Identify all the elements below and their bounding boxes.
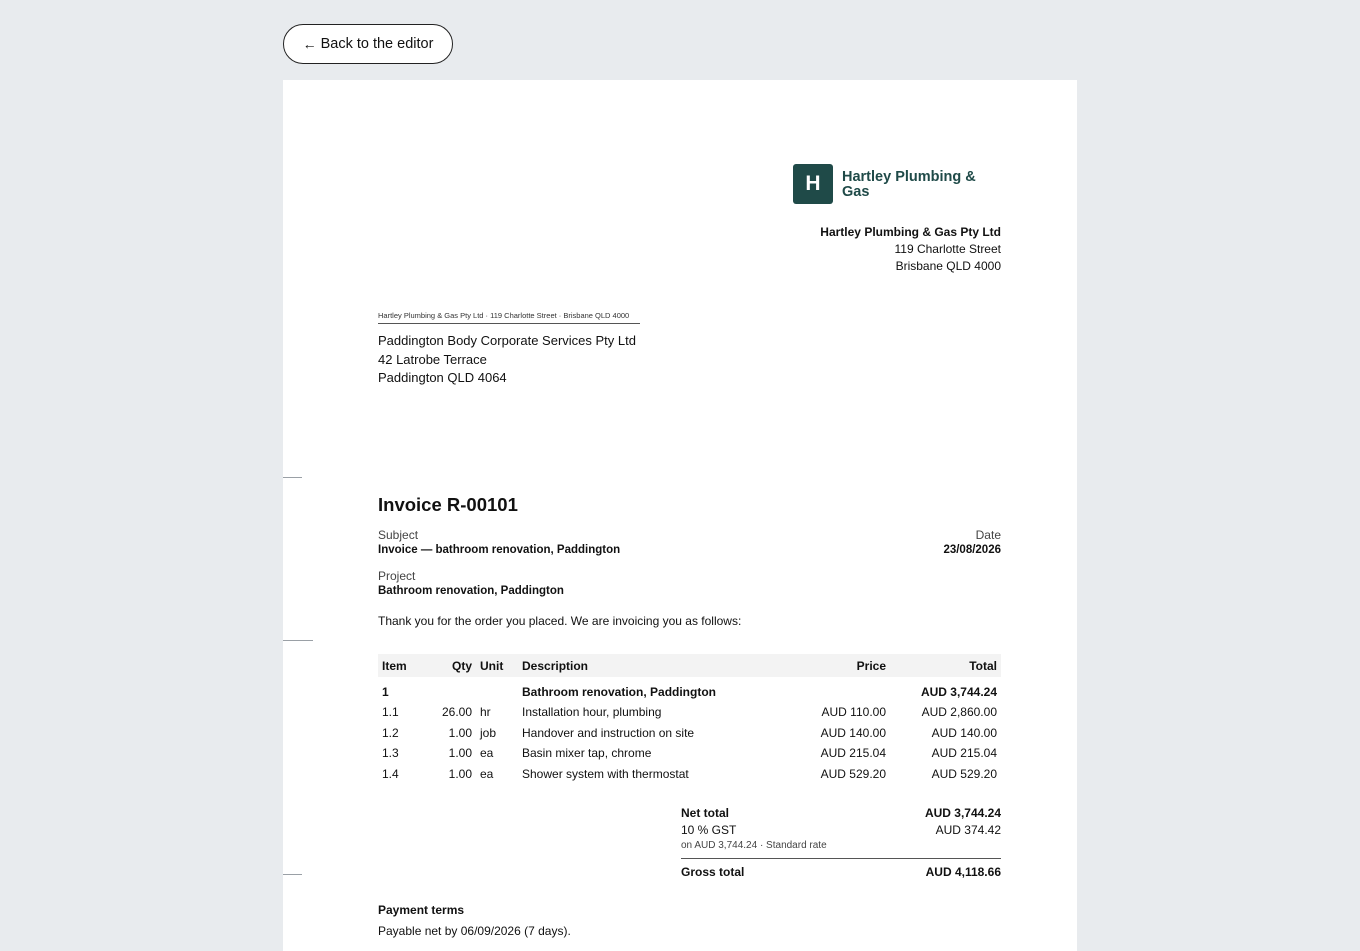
totals-block — [681, 805, 1001, 881]
table-header-row — [378, 654, 1001, 677]
date-label: Date — [975, 528, 1001, 542]
header-price: Price — [856, 658, 886, 673]
payment-terms-text: Payable net by 06/09/2026 (7 days). — [378, 924, 571, 938]
row-price: AUD 529.20 — [820, 767, 886, 782]
line-items-table — [378, 654, 1001, 784]
table-row — [378, 702, 1001, 723]
net-total-label: Net total — [681, 806, 729, 820]
fold-mark-bottom — [283, 874, 302, 875]
row-unit: ea — [480, 767, 494, 782]
logo-mark-icon: H — [793, 164, 833, 204]
row-unit: hr — [480, 705, 491, 720]
row-qty: 1.00 — [448, 725, 472, 740]
row-total: AUD 2,860.00 — [921, 705, 997, 720]
row-price: AUD 140.00 — [820, 725, 886, 740]
header-item: Item — [382, 658, 407, 673]
sender-street: 119 Charlotte Street — [894, 242, 1001, 256]
row-price: AUD 110.00 — [821, 705, 886, 720]
sender-name: Hartley Plumbing & Gas Pty Ltd — [820, 225, 1001, 239]
project-value: Bathroom renovation, Paddington — [378, 585, 564, 597]
row-total: AUD 529.20 — [931, 767, 997, 782]
subject-value: Invoice — bathroom renovation, Paddington — [378, 544, 621, 556]
row-item: 1.4 — [382, 767, 399, 782]
return-address-line: Hartley Plumbing & Gas Pty Ltd · 119 Charlotte Street · Brisbane QLD 4000 — [378, 311, 640, 324]
row-description: Shower system with thermostat — [522, 767, 689, 782]
back-button-label: Back to the editor — [320, 36, 434, 52]
back-to-editor-button[interactable] — [283, 24, 453, 64]
row-item: 1.2 — [382, 725, 399, 740]
recipient-city: Paddington QLD 4064 — [378, 370, 507, 385]
header-total: Total — [969, 658, 997, 673]
gst-value: AUD 374.42 — [935, 823, 1001, 837]
project-label: Project — [378, 569, 416, 583]
row-qty: 1.00 — [448, 767, 472, 782]
invoice-page — [283, 80, 1077, 951]
sender-city: Brisbane QLD 4000 — [895, 259, 1001, 273]
gst-label: 10 % GST — [681, 823, 737, 837]
group-item: 1 — [382, 684, 389, 699]
row-qty: 26.00 — [441, 705, 472, 720]
gst-note: on AUD 3,744.24 · Standard rate — [681, 840, 827, 851]
company-logo — [793, 164, 982, 204]
recipient-address — [378, 332, 636, 388]
table-group-row — [378, 677, 1001, 702]
group-total: AUD 3,744.24 — [920, 684, 997, 699]
row-description: Installation hour, plumbing — [522, 705, 662, 720]
row-qty: 1.00 — [448, 746, 472, 761]
gross-total-label: Gross total — [681, 865, 745, 879]
logo-wordmark: Hartley Plumbing & Gas — [842, 169, 976, 200]
row-unit: job — [480, 725, 497, 740]
row-unit: ea — [480, 746, 494, 761]
row-item: 1.3 — [382, 746, 399, 761]
recipient-name: Paddington Body Corporate Services Pty Ltd — [378, 333, 636, 348]
net-total-row — [681, 805, 1001, 822]
gross-total-row — [681, 864, 1001, 881]
gross-total-value: AUD 4,118.66 — [925, 865, 1001, 879]
table-row — [378, 723, 1001, 744]
project-block — [378, 569, 564, 597]
net-total-value: AUD 3,744.24 — [924, 806, 1001, 820]
subject-block — [378, 528, 620, 556]
fold-mark-top — [283, 477, 302, 478]
payment-terms-title: Payment terms — [378, 903, 465, 917]
totals-divider — [681, 858, 1001, 859]
row-total: AUD 215.04 — [931, 746, 997, 761]
arrow-left-icon: ← — [302, 36, 317, 52]
table-row — [378, 743, 1001, 764]
punch-mark — [283, 640, 313, 641]
header-unit: Unit — [480, 658, 504, 673]
row-item: 1.1 — [382, 705, 399, 720]
recipient-street: 42 Latrobe Terrace — [378, 351, 487, 367]
subject-label: Subject — [378, 528, 419, 542]
row-description: Handover and instruction on site — [522, 725, 695, 740]
header-qty: Qty — [451, 658, 472, 673]
gst-row — [681, 822, 1001, 839]
date-value: 23/08/2026 — [943, 544, 1001, 556]
row-total: AUD 140.00 — [931, 725, 997, 740]
sender-address — [820, 224, 1001, 275]
row-price: AUD 215.04 — [820, 746, 886, 761]
table-row — [378, 764, 1001, 785]
date-block — [943, 528, 1001, 556]
header-description: Description — [522, 658, 589, 673]
row-description: Basin mixer tap, chrome — [522, 746, 652, 761]
invoice-title: Invoice R-00101 — [378, 494, 518, 515]
group-description: Bathroom renovation, Paddington — [522, 684, 716, 699]
intro-text: Thank you for the order you placed. We are invoicing you as follows: — [378, 614, 742, 628]
